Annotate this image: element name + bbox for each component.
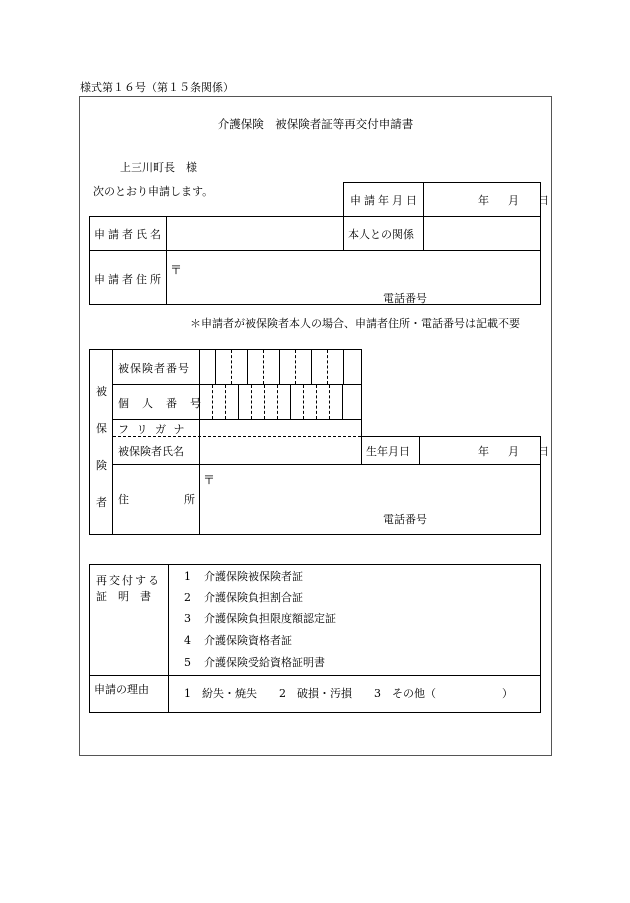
furigana-field[interactable] (200, 420, 360, 435)
relation-field[interactable] (428, 220, 536, 247)
insured-number-label: 被保険者番号 (118, 362, 190, 375)
furigana-label: フ リ ガ ナ (118, 423, 187, 436)
reissue-label-line1: 再交付する (96, 574, 161, 587)
addressee: 上三川町長 様 (120, 161, 197, 174)
insured-number-field[interactable] (200, 351, 360, 383)
reissue-item-3[interactable]: 3 介護保険負担限度額認定証 (184, 612, 336, 625)
request-statement: 次のとおり申請します。 (93, 185, 214, 198)
insured-side-char-2: 保 (96, 422, 107, 435)
reissue-item-2[interactable]: 2 介護保険負担割合証 (184, 591, 303, 604)
application-date-label: 申請年月日 (350, 194, 420, 207)
birth-date-label: 生年月日 (366, 445, 410, 458)
applicant-name-field[interactable] (170, 220, 340, 247)
applicant-address-label: 申請者住所 (94, 273, 164, 286)
insured-postal-mark: 〒 (203, 473, 216, 487)
birth-date-field[interactable]: 年 月 日 (478, 445, 553, 458)
relation-label: 本人との関係 (348, 228, 414, 241)
applicant-address-field[interactable] (186, 256, 536, 300)
reissue-item-5[interactable]: 5 介護保険受給資格証明書 (184, 656, 325, 669)
reissue-item-4[interactable]: 4 介護保険資格者証 (184, 634, 292, 647)
personal-number-field[interactable] (200, 386, 360, 418)
postal-mark: 〒 (170, 263, 183, 277)
insured-address-label-right: 所 (184, 493, 195, 506)
insured-side-char-4: 者 (96, 496, 107, 509)
insured-address-label-left: 住 (118, 493, 129, 506)
form-number: 様式第１６号（第１５条関係） (80, 81, 234, 94)
note-text: ＊申請者が被保険者本人の場合、申請者住所・電話番号は記載不要 (190, 317, 520, 330)
reissue-item-1[interactable]: 1 介護保険被保険者証 (184, 570, 303, 583)
applicant-phone-label: 電話番号 (383, 292, 427, 305)
reason-options[interactable]: 1 紛失・焼失 2 破損・汚損 3 その他（ ） (184, 687, 513, 700)
form-title: 介護保険 被保険者証等再交付申請書 (217, 117, 414, 131)
applicant-name-label: 申請者氏名 (94, 228, 164, 241)
insured-address-field[interactable] (200, 466, 538, 532)
reason-label: 申請の理由 (94, 683, 149, 696)
application-date-field[interactable]: 年 月 日 (478, 194, 553, 207)
insured-side-char-3: 険 (96, 459, 107, 472)
reissue-label-line2: 証 明 書 (96, 590, 151, 603)
insured-side-char-1: 被 (96, 385, 107, 398)
insured-name-field[interactable] (200, 437, 360, 463)
insured-phone-label: 電話番号 (383, 513, 427, 526)
personal-number-label: 個 人 番 号 (118, 397, 202, 410)
insured-name-label: 被保険者氏名 (118, 445, 184, 458)
